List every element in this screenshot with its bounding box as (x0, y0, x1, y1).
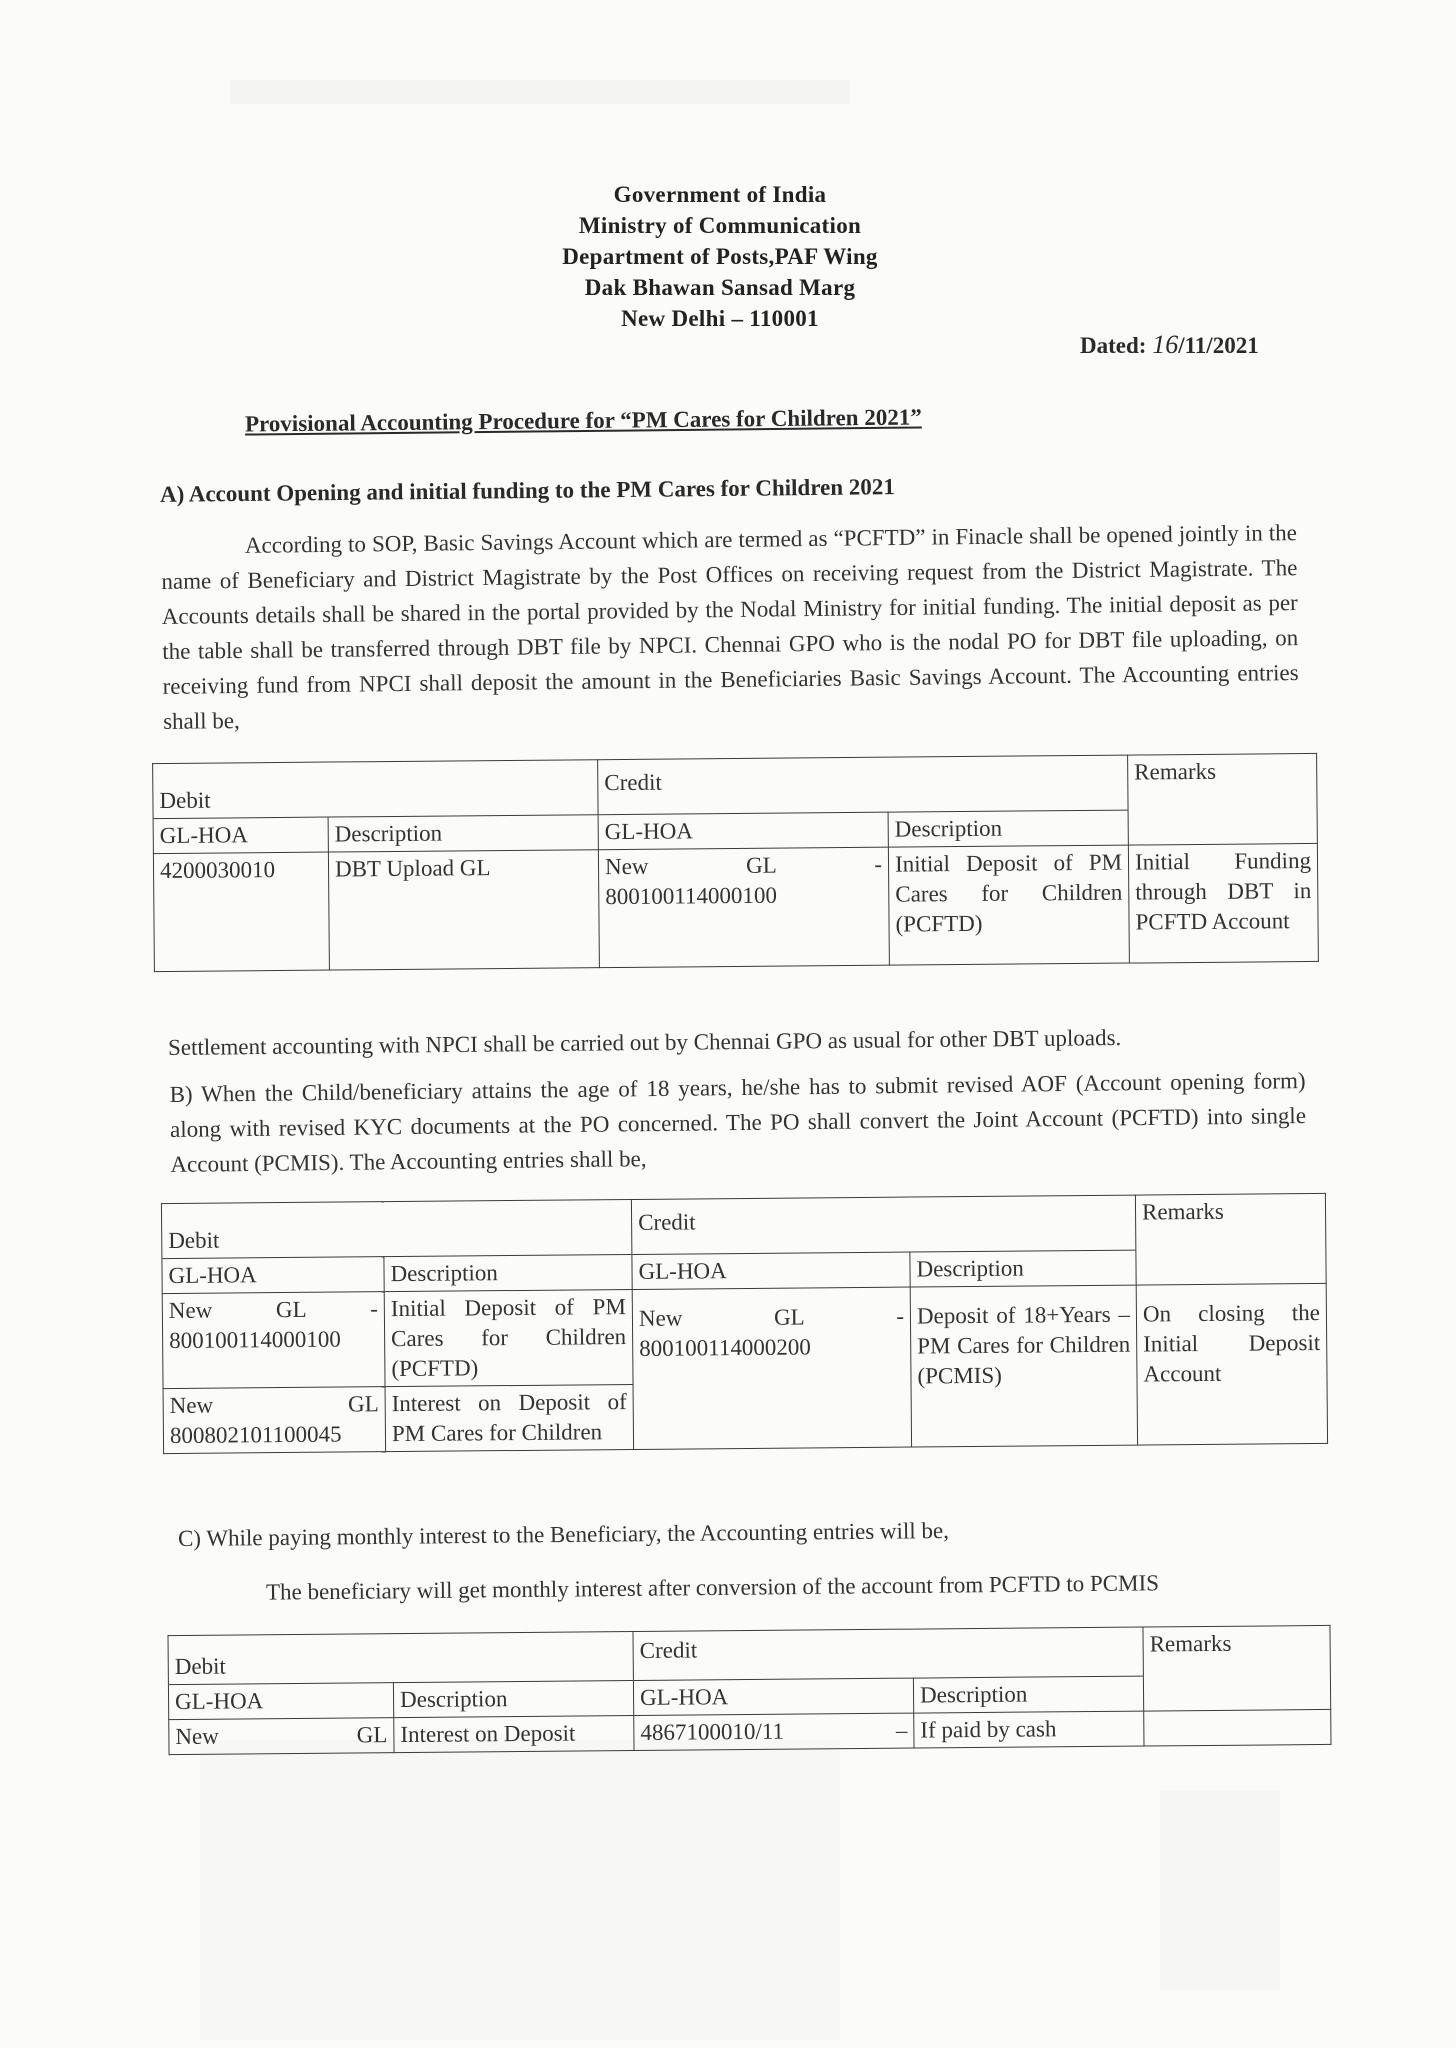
section-c-note: The beneficiary will get monthly interest after conversion of the account from PCFTD to PCMIS (265, 1570, 1160, 1605)
remarks-header: Remarks (1143, 1625, 1331, 1711)
debit-header: Debit (153, 760, 598, 819)
debit-header: Debit (168, 1632, 633, 1685)
credit-description-header: Description (910, 1250, 1136, 1287)
debit-description-header: Description (393, 1681, 633, 1718)
debit-glhoa-header: GL-HOA (153, 817, 328, 854)
debit-gl-number: 800100114000100 (169, 1326, 341, 1354)
debit-gl-label: GL (347, 1391, 379, 1417)
credit-glhoa-header: GL-HOA (633, 1678, 913, 1715)
header-address: Dak Bhawan Sansad Marg (584, 275, 856, 300)
section-a-heading: A) Account Opening and initial funding to the PM Cares for Children 2021 (159, 474, 895, 507)
remarks-header: Remarks (1128, 753, 1318, 845)
dated-day: 16 (1152, 330, 1179, 359)
debit-desc-cell: DBT Upload GL (328, 850, 599, 970)
credit-gl-cell (632, 1287, 911, 1449)
debit-gl-prefix-row (169, 1294, 378, 1326)
debit-desc-cell: Initial Deposit of PM Cares for Children (PCFTD) (384, 1289, 633, 1386)
section-c-heading: C) While paying monthly interest to the Beneficiary, the Accounting entries will be, (177, 1517, 950, 1552)
credit-glhoa-header: GL-HOA (632, 1252, 910, 1289)
credit-gl-dash: - (874, 851, 883, 877)
credit-desc-cell: Deposit of 18+Years –PM Cares for Children (PCMIS) (910, 1285, 1137, 1447)
settlement-note: Settlement accounting with NPCI shall be carried out by Chennai GPO as usual for other DBT uploads. (167, 1025, 1122, 1060)
credit-gl-label: GL (773, 1304, 805, 1330)
debit-gl-cell (163, 1387, 386, 1454)
credit-gl-number: 4867100010/11 (640, 1718, 785, 1745)
credit-desc-cell: Initial Deposit of PM Cares for Children (PCFTD) (888, 845, 1129, 965)
remarks-cell: On closing the Initial Deposit Account (1136, 1283, 1327, 1445)
credit-gl-prefix-row (639, 1302, 904, 1334)
dated-rest: /11/2021 (1178, 333, 1259, 358)
debit-gl-label: GL (275, 1296, 307, 1323)
section-b-paragraph (169, 1063, 1306, 1182)
table-row (162, 1283, 1327, 1388)
debit-gl-cell: 4200030010 (153, 852, 329, 972)
dated-label: Dated: (1080, 333, 1147, 358)
credit-gl-cell (634, 1713, 914, 1750)
credit-gl-label: GL (745, 852, 777, 878)
remarks-header: Remarks (1135, 1193, 1326, 1285)
credit-header: Credit (598, 755, 1128, 815)
debit-gl-cell (162, 1292, 385, 1389)
debit-glhoa-header: GL-HOA (168, 1683, 393, 1720)
debit-gl-prefix: New (175, 1723, 219, 1750)
remarks-cell (1144, 1709, 1331, 1746)
debit-gl-prefix: New (169, 1392, 214, 1419)
section-a-paragraph-text: According to SOP, Basic Savings Account which are termed as “PCFTD” in Finacle shall be opened jointly in the name of Beneficiary and District Magistrate by the Post Offices on receiving request from the District Magistrate. The Accounts details shall be shared in the portal provided by the Nodal Ministry for initial funding. The initial deposit as per the table shall be transferred through DBT file by NPCI. Chennai GPO who is the nodal PO for DBT file uploading, on receiving fund from NPCI shall deposit the amount in the Beneficiaries Basic Savings Account. The Accounting entries shall be, (161, 520, 1299, 734)
credit-gl-prefix: New (638, 1305, 683, 1331)
credit-gl-row (640, 1716, 907, 1748)
credit-gl-prefix: New (604, 853, 649, 880)
scan-artifact (200, 1740, 840, 2040)
scan-artifact (1160, 1790, 1280, 1990)
header-ministry: Ministry of Communication (578, 213, 862, 238)
header-government: Government of India (613, 182, 827, 207)
section-b-paragraph-text: B) When the Child/beneficiary attains the age of 18 years, he/she has to submit revised AOF (Account opening form) along with revised KYC documents at the PO concerned. The PO shall convert the Joint Account (PCFTD) into single Account (PCMIS). The Accounting entries shall be, (169, 1068, 1307, 1177)
credit-header: Credit (633, 1627, 1143, 1680)
debit-gl-dash: - (370, 1296, 378, 1322)
credit-description-header: Description (913, 1676, 1143, 1713)
dated-line (1080, 330, 1259, 360)
debit-desc-cell: Interest on Deposit (394, 1716, 634, 1753)
credit-glhoa-header: GL-HOA (598, 812, 888, 850)
credit-header: Credit (631, 1195, 1135, 1254)
credit-gl-number: 800100114000200 (639, 1334, 811, 1361)
credit-gl-dash: – (895, 1717, 908, 1743)
debit-description-header: Description (328, 815, 598, 852)
debit-description-header: Description (384, 1254, 632, 1291)
debit-desc-cell: Interest on Deposit of PM Cares for Children (385, 1384, 634, 1451)
section-a-paragraph (161, 515, 1299, 739)
debit-gl-prefix-row (175, 1720, 387, 1752)
header-city: New Delhi – 110001 (621, 306, 819, 331)
debit-header: Debit (161, 1199, 631, 1258)
debit-gl-prefix-row (170, 1389, 379, 1421)
credit-gl-number: 800100114000100 (605, 882, 778, 910)
credit-description-header: Description (888, 810, 1128, 847)
table-row (153, 843, 1318, 971)
debit-gl-number: 800802101100045 (169, 1421, 342, 1449)
debit-glhoa-header: GL-HOA (162, 1257, 384, 1294)
credit-gl-prefix-row (605, 850, 882, 882)
debit-gl-cell (169, 1718, 394, 1755)
table-monthly-interest (167, 1625, 1331, 1755)
credit-gl-dash: - (896, 1303, 905, 1329)
document-title: Provisional Accounting Procedure for “PM Cares for Children 2021” (244, 404, 922, 437)
debit-gl-prefix: New (168, 1297, 213, 1324)
remarks-cell: Initial Funding through DBT in PCFTD Account (1128, 843, 1318, 963)
debit-gl-label: GL (356, 1722, 388, 1748)
scan-artifact (230, 80, 850, 104)
credit-desc-cell: If paid by cash (914, 1711, 1144, 1748)
table-account-conversion (161, 1193, 1328, 1454)
table-initial-funding (152, 753, 1319, 972)
header-department: Department of Posts,PAF Wing (562, 244, 878, 269)
credit-gl-cell (598, 847, 889, 968)
